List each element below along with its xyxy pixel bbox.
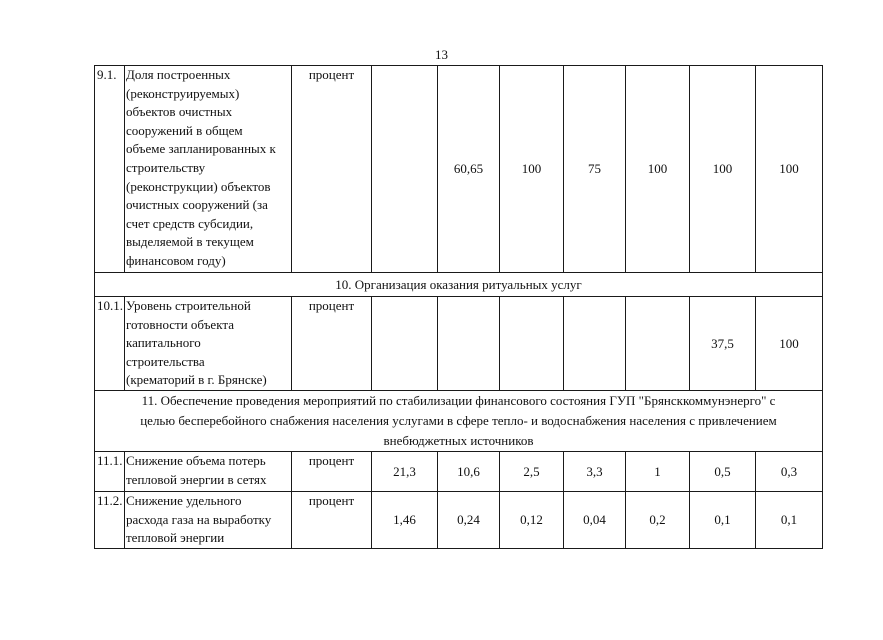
value-cell xyxy=(500,297,564,391)
value-cell: 1,46 xyxy=(372,492,438,549)
section-row xyxy=(95,391,823,452)
value-cell: 75 xyxy=(564,66,626,273)
table-row xyxy=(95,452,823,492)
section-heading: 10. Организация оказания ритуальных услуг xyxy=(95,273,823,297)
value-cell: 0,3 xyxy=(756,452,823,492)
value-cell: 100 xyxy=(500,66,564,273)
value-cell xyxy=(438,297,500,391)
table-row xyxy=(95,492,823,549)
indicator-name: Снижение объема потерь тепловой энергии в сетях xyxy=(125,452,292,492)
value-cell: 0,2 xyxy=(626,492,690,549)
table-row xyxy=(95,66,823,273)
value-cell xyxy=(372,297,438,391)
value-cell: 60,65 xyxy=(438,66,500,273)
unit-cell: процент xyxy=(292,297,372,391)
value-cell: 0,24 xyxy=(438,492,500,549)
indicator-name: Снижение удельного расхода газа на выработку тепловой энергии xyxy=(125,492,292,549)
page-number: 13 xyxy=(435,47,448,62)
value-cell: 100 xyxy=(756,297,823,391)
value-cell: 100 xyxy=(626,66,690,273)
row-number: 10.1. xyxy=(95,297,125,391)
value-cell: 0,12 xyxy=(500,492,564,549)
section-row xyxy=(95,273,823,297)
value-cell xyxy=(626,297,690,391)
table-row xyxy=(95,297,823,391)
value-cell: 37,5 xyxy=(690,297,756,391)
indicator-name: Доля построенных (реконструируемых) объектов очистных сооружений в общем объеме запланированных к строительству (реконструкции) объектов очистных сооружений (за счет средств субсидии, выделяемой в текущем финансовом году) xyxy=(125,66,292,273)
value-cell: 3,3 xyxy=(564,452,626,492)
row-number: 11.2. xyxy=(95,492,125,549)
value-cell: 0,1 xyxy=(756,492,823,549)
indicator-name: Уровень строительной готовности объекта капитального строительства (крематорий в г. Брянске) xyxy=(125,297,292,391)
value-cell: 10,6 xyxy=(438,452,500,492)
unit-cell: процент xyxy=(292,452,372,492)
value-cell xyxy=(372,66,438,273)
section-heading: 11. Обеспечение проведения мероприятий по стабилизации финансового состояния ГУП "Брянсккоммунэнерго" с целью бесперебойного снабжения населения услугами в сфере тепло- и водоснабжения населения с привлечением внебюджетных источников xyxy=(95,391,823,452)
value-cell: 21,3 xyxy=(372,452,438,492)
value-cell: 100 xyxy=(756,66,823,273)
unit-cell: процент xyxy=(292,66,372,273)
row-number: 11.1. xyxy=(95,452,125,492)
value-cell: 0,1 xyxy=(690,492,756,549)
indicators-table xyxy=(94,65,823,549)
unit-cell: процент xyxy=(292,492,372,549)
row-number: 9.1. xyxy=(95,66,125,273)
value-cell: 2,5 xyxy=(500,452,564,492)
value-cell: 100 xyxy=(690,66,756,273)
value-cell: 0,5 xyxy=(690,452,756,492)
value-cell: 0,04 xyxy=(564,492,626,549)
value-cell xyxy=(564,297,626,391)
value-cell: 1 xyxy=(626,452,690,492)
